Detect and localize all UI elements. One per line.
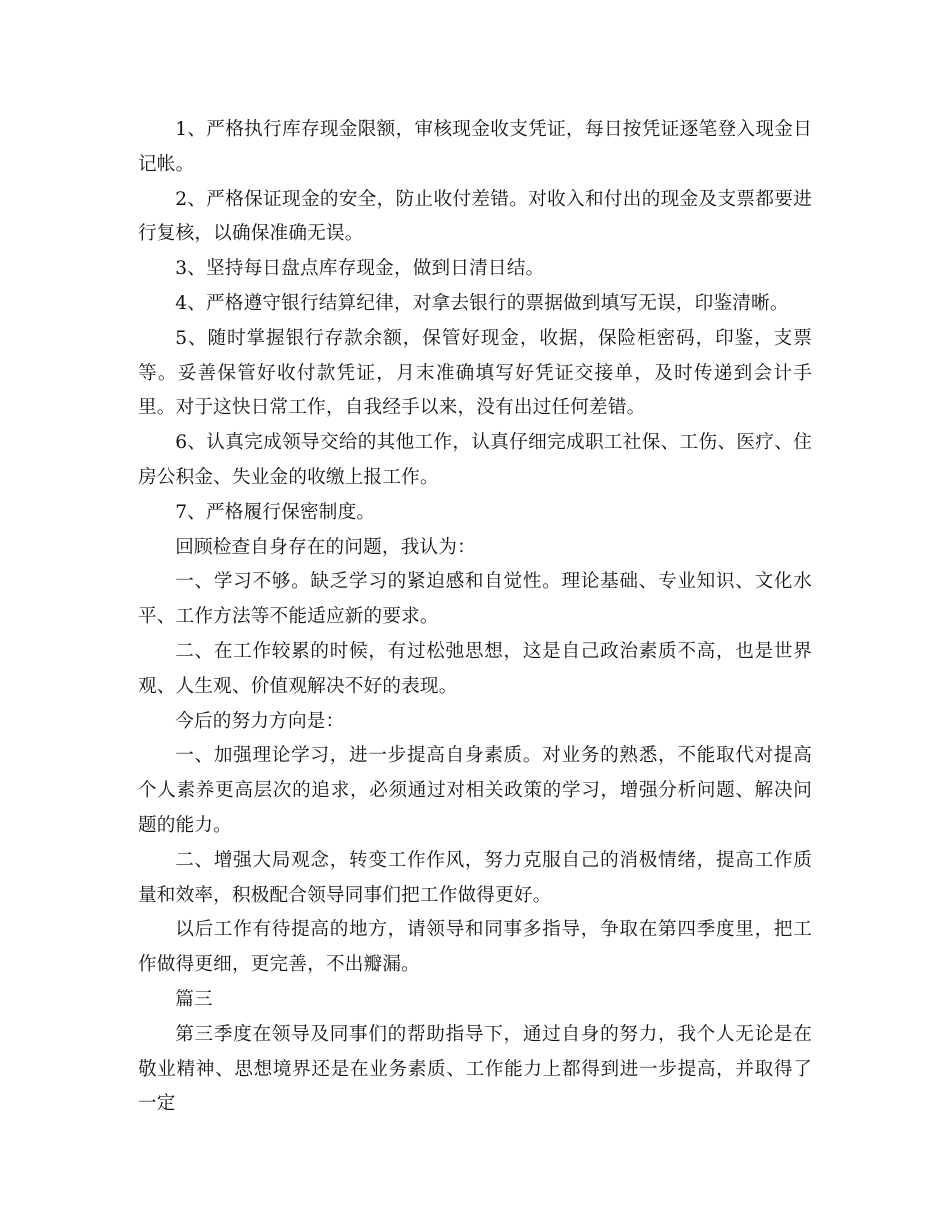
paragraph-item-1: 1、严格执行库存现金限额，审核现金收支凭证，每日按凭证逐笔登入现金日记帐。 bbox=[138, 119, 812, 175]
paragraph-item-2: 2、严格保证现金的安全，防止收付差错。对收入和付出的现金及支票都要进行复核，以确保准确无误。 bbox=[138, 188, 812, 245]
paragraph-direction-2: 二、增强大局观念，转变工作作风，努力克服自己的消极情绪，提高工作质量和效率，积极配合领导同事们把工作做得更好。 bbox=[138, 849, 812, 906]
paragraph-item-3: 3、坚持每日盘点库存现金，做到日清日结。 bbox=[175, 258, 545, 280]
section-heading-part-three: 篇三 bbox=[175, 988, 213, 1010]
paragraph-part-three-intro: 第三季度在领导及同事们的帮助指导下，通过自身的努力，我个人无论是在敬业精神、思想境界还是在业务素质、工作能力上都得到进一步提高，并取得了一定 bbox=[138, 1023, 812, 1115]
paragraph-review-intro: 回顾检查自身存在的问题，我认为： bbox=[175, 536, 476, 558]
paragraph-direction-1: 一、加强理论学习，进一步提高自身素质。对业务的熟悉，不能取代对提高个人素养更高层次的追求，必须通过对相关政策的学习，增强分析问题、解决问题的能力。 bbox=[138, 745, 812, 836]
document-body bbox=[138, 113, 812, 1122]
paragraph-item-7: 7、严格履行保密制度。 bbox=[175, 501, 376, 523]
paragraph-item-5: 5、随时掌握银行存款余额，保管好现金，收据，保险柜密码，印鉴，支票等。妥善保管好收付款凭证，月末准确填写好凭证交接单，及时传递到会计手里。对于这快日常工作，自我经手以来，没有出过任何差错。 bbox=[138, 327, 812, 419]
paragraph-problem-1: 一、学习不够。缺乏学习的紧迫感和自觉性。理论基础、专业知识、文化水平、工作方法等不能适应新的要求。 bbox=[138, 571, 812, 628]
paragraph-problem-2: 二、在工作较累的时候，有过松弛思想，这是自己政治素质不高，也是世界观、人生观、价值观解决不好的表现。 bbox=[138, 640, 812, 697]
paragraph-item-4: 4、严格遵守银行结算纪律，对拿去银行的票据做到填写无误，印鉴清晰。 bbox=[175, 292, 789, 314]
paragraph-direction-intro: 今后的努力方向是： bbox=[175, 710, 345, 732]
paragraph-item-6: 6、认真完成领导交给的其他工作，认真仔细完成职工社保、工伤、医疗、住房公积金、失业金的收缴上报工作。 bbox=[138, 432, 812, 488]
paragraph-closing: 以后工作有待提高的地方，请领导和同事多指导，争取在第四季度里，把工作做得更细，更完善，不出瓣漏。 bbox=[138, 919, 812, 976]
